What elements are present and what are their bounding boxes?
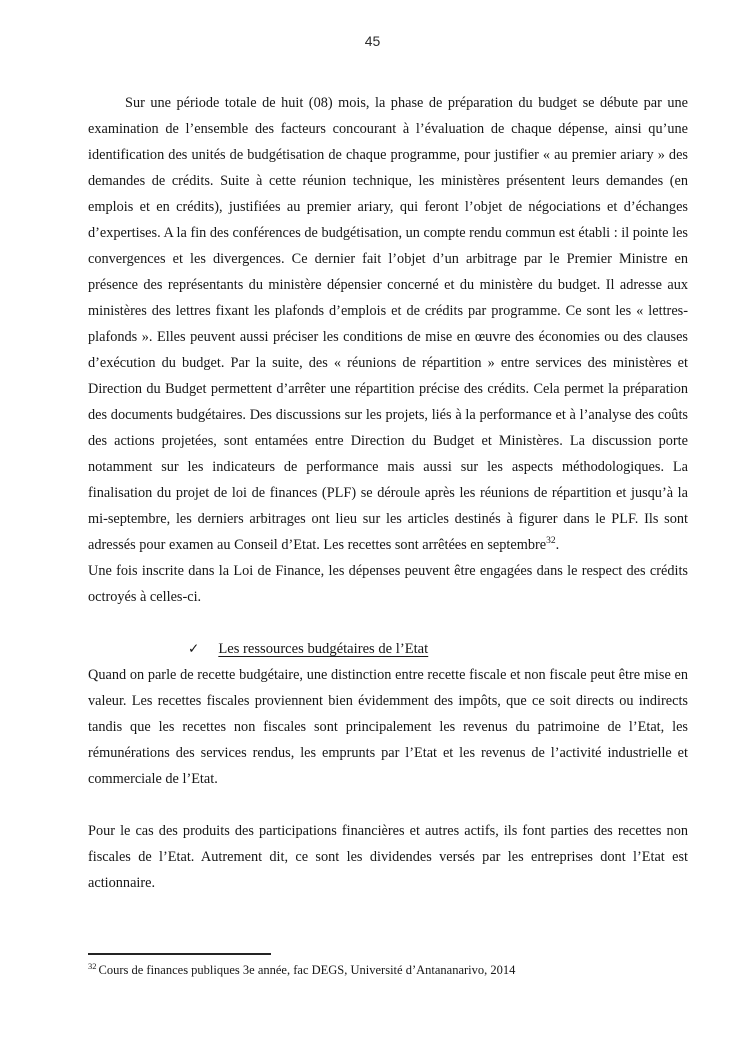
section-heading-text: Les ressources budgétaires de l’Etat bbox=[218, 641, 429, 657]
footnote-text: Cours de finances publiques 3e année, fac DEGS, Université d’Antananarivo, 2014 bbox=[98, 963, 516, 977]
paragraph-budget-preparation bbox=[88, 90, 688, 558]
footnote-marker: 32 bbox=[88, 960, 97, 971]
section-heading bbox=[88, 636, 688, 662]
footnote-area bbox=[88, 953, 688, 979]
paragraph-text: Sur une période totale de huit (08) mois, la phase de préparation du budget se débute par une examination de l’ensemble des facteurs concourant à l’évaluation de chaque dépense, ainsi qu’une identification des unités de budgétisation de chaque programme, pour justifier « au premier ariary » des demandes de crédits. Suite à cette réunion technique, les ministères présentent leurs demandes (en emplois et en crédits), justifiées au premier ariary, qui feront l’objet de négociations et d’échanges d’expertises. A la fin des conférences de budgétisation, un compte rendu commun est établi : il pointe les convergences et les divergences. Ce dernier fait l’objet d’un arbitrage par le Premier Ministre en présence des représentants du ministère dépensier concerné et du ministère du budget. Il adresse aux ministères des lettres fixant les plafonds d’emplois et de crédits par programme. Ce sont les « lettres-plafonds ». Elles peuvent aussi préciser les conditions de mise en œuvre des économies ou des clauses d’exécution du budget. Par la suite, des « réunions de répartition » entre services des ministères et Direction du Budget permettent d’arrêter une répartition précise des crédits. Cela permet la préparation des documents budgétaires. Des discussions sur les projets, liés à la performance et à l’analyse des coûts des actions projetées, sont entamées entre Direction du Budget et Ministères. La discussion porte notamment sur les indicateurs de performance mais aussi sur les aspects méthodologiques. La finalisation du projet de loi de finances (PLF) se déroule après les réunions de répartition et jusqu’à la mi-septembre, les derniers arbitrages ont lieu sur les articles destinés à figurer dans le PLF. Ils sont adressés pour examen au Conseil d’Etat. Les recettes sont arrêtées en septembre bbox=[88, 95, 688, 553]
page-body bbox=[88, 90, 688, 896]
paragraph-participations: Pour le cas des produits des participations financières et autres actifs, ils font parties des recettes non fiscales de l’Etat. Autrement dit, ce sont les dividendes versés par les entreprises dont l’Etat est actionnaire. bbox=[88, 823, 688, 891]
paragraph-loi-de-finance: Une fois inscrite dans la Loi de Finance, les dépenses peuvent être engagées dans le respect des crédits octroyés à celles-ci. bbox=[88, 563, 688, 605]
paragraph-recettes: Quand on parle de recette budgétaire, une distinction entre recette fiscale et non fiscale peut être mise en valeur. Les recettes fiscales proviennent bien évidemment des impôts, que ce soit directs ou indirects tandis que les recettes non fiscales sont principalement les revenus du patrimoine de l’Etat, les rémunérations des services rendus, les emprunts par l’Etat et les revenus de l’activité industrielle et commerciale de l’Etat. bbox=[88, 667, 688, 787]
footnote-reference: 32 bbox=[546, 536, 556, 547]
paragraph-end: . bbox=[555, 537, 560, 553]
footnote bbox=[88, 962, 688, 979]
page-number: 45 bbox=[364, 33, 381, 49]
footnote-separator bbox=[88, 953, 271, 955]
checkmark-icon: ✓ bbox=[188, 641, 200, 657]
